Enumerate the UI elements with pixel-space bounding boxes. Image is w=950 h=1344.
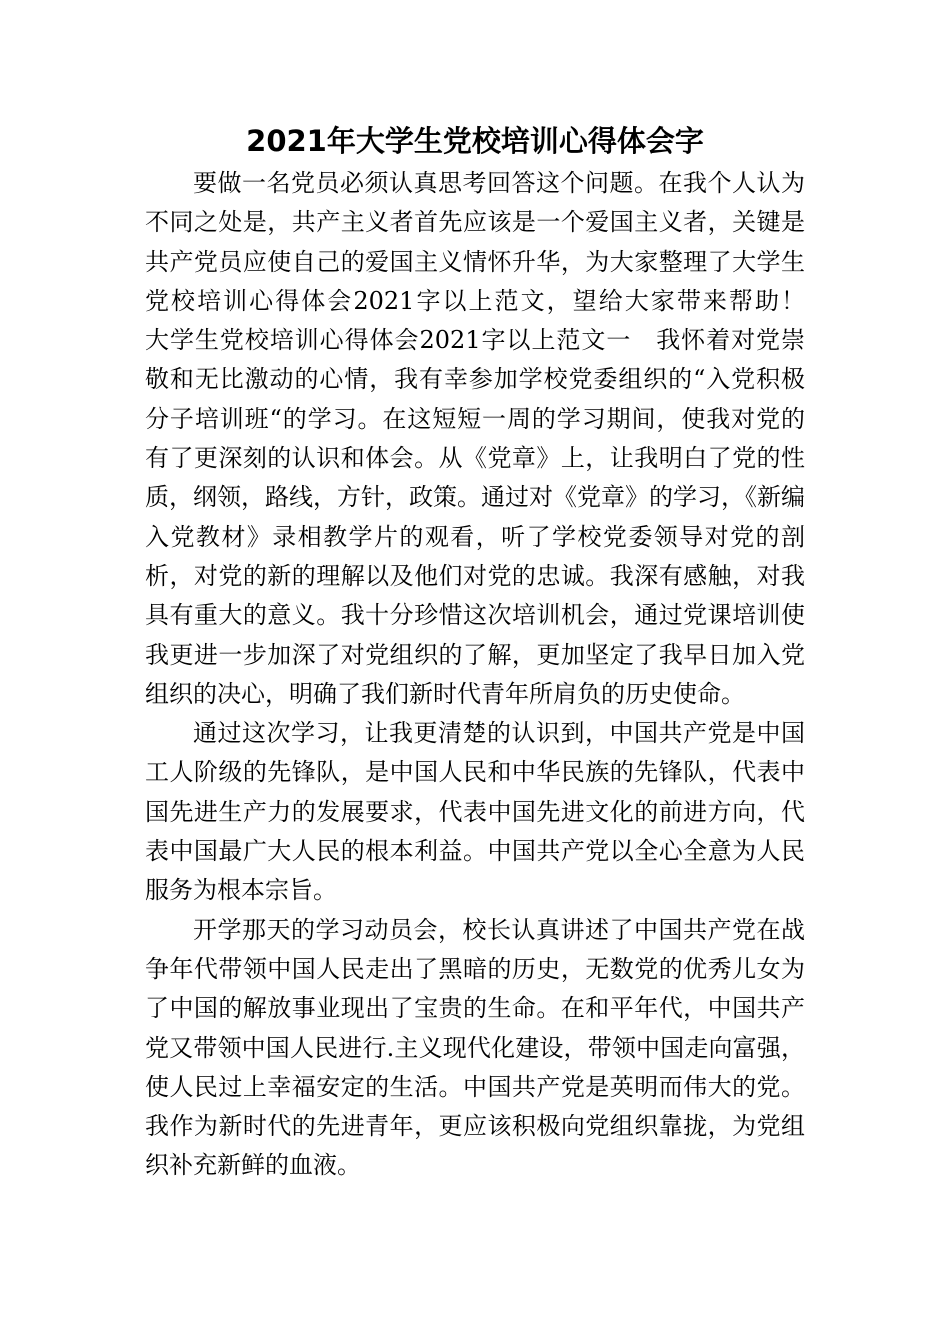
document-body xyxy=(145,164,829,1186)
document-title: 2021年大学生党校培训心得体会字 xyxy=(246,124,704,158)
paragraph-3: 开学那天的学习动员会，校长认真讲述了中国共产党在战争年代带领中国人民走出了黑暗的历史，无数党的优秀儿女为了中国的解放事业现出了宝贵的生命。在和平年代，中国共产党又带领中国人民进行.主义现代化建设，带领中国走向富强，使人民过上幸福安定的生活。中国共产党是英明而伟大的党。我作为新时代的先进青年，更应该积极向党组织靠拢，为党组织补充新鲜的血液。 xyxy=(145,915,805,1180)
paragraph-2: 通过这次学习，让我更清楚的认识到，中国共产党是中国工人阶级的先锋队，是中国人民和中华民族的先锋队，代表中国先进生产力的发展要求，代表中国先进文化的前进方向，代表中国最广大人民的根本利益。中国共产党以全心全意为人民服务为根本宗旨。 xyxy=(145,719,805,905)
paragraph-1: 要做一名党员必须认真思考回答这个问题。在我个人认为不同之处是，共产主义者首先应该是一个爱国主义者，关键是共产党员应使自己的爱国主义情怀升华，为大家整理了大学生党校培训心得体会2021字以上范文，望给大家带来帮助！ 大学生党校培训心得体会2021字以上范文一 我怀着对党崇敬和无比激动的心情，我有幸参加学校党委组织的“入党积极分子培训班“的学习。在这短短一周的学习期间，使我对党的有了更深刻的认识和体会。从《党章》上，让我明白了党的性质，纲领，路线，方针，政策。通过对《党章》的学习，《新编入党教材》录相教学片的观看，听了学校党委领导对党的剖析，对党的新的理解以及他们对党的忠诚。我深有感触，对我具有重大的意义。我十分珍惜这次培训机会，通过党课培训使我更进一步加深了对党组织的了解，更加坚定了我早日加入党组织的决心，明确了我们新时代青年所肩负的历史使命。 xyxy=(145,169,829,708)
